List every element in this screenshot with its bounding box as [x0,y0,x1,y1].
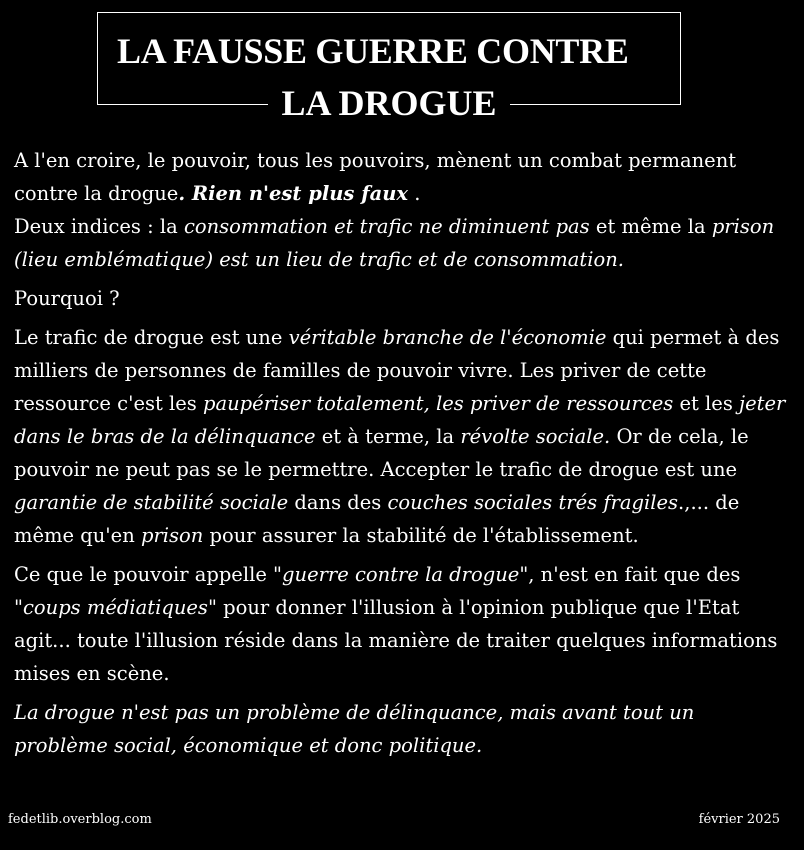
title-line-2: LA DROGUE [268,83,509,123]
text-run: Or de cela, le pouvoir ne peut pas se le permettre. Accepter le trafic de drogue est une [14,425,749,481]
text-run-italic: guerre contre la drogue [282,563,520,586]
text-run: Deux indices : la [14,215,184,238]
text-run-italic: jeter dans le bras de la délinquance [14,392,786,448]
text-run: Ce que le pouvoir appelle " [14,563,283,586]
text-run-italic: prison [140,524,204,547]
text-run-italic: prison (lieu emblématique) est un lieu de trafic et de consommation. [14,215,775,271]
text-run: qui permet à des milliers de personnes de familles de pouvoir vivre. Les priver de cette ressource c'est les [14,326,780,415]
title-line-2-wrap [98,83,680,123]
text-run: pour assurer la stabilité de l'établissement. [203,524,639,547]
paragraph-media [14,558,790,690]
text-run: . [408,182,421,205]
paragraph-question: Pourquoi ? [14,287,120,310]
title-box [97,12,681,123]
text-run: et les [673,392,740,415]
article-body [14,144,790,768]
text-run-bold-italic: . Rien n'est plus faux [178,182,409,205]
footer-source: fedetlib.overblog.com [8,812,152,827]
paragraph-economy [14,321,790,552]
text-run: ", n'est en fait que des " [14,563,741,619]
footer-date: février 2025 [698,812,780,827]
text-run-italic: coups médiatiques [22,596,208,619]
text-run-italic: garantie de stabilité sociale [14,491,289,514]
text-run-italic: couches sociales trés fragiles [387,491,679,514]
text-run-italic: paupériser totalement, les priver de ressources [203,392,674,415]
paragraph-intro [14,144,790,276]
text-run-italic: révolte sociale. [460,425,611,448]
text-run-italic: consommation et trafic ne diminuent pas [183,215,590,238]
text-run: et à terme, la [315,425,461,448]
text-run: dans des [288,491,388,514]
text-run-italic: véritable branche de l'économie [288,326,607,349]
text-run: " pour donner l'illusion à l'opinion publique que l'Etat agit... toute l'illusion réside dans la manière de traiter quelques informations mises en scène. [14,596,778,685]
title-line-1: LA FAUSSE GUERRE CONTRE [117,31,629,71]
paragraph-conclusion [14,696,790,762]
text-run-italic: La drogue n'est pas un problème de délinquance, mais avant tout un problème social, économique et donc politique. [14,701,695,757]
text-run: Le trafic de drogue est une [14,326,289,349]
text-run: .,... de même qu'en [14,491,740,547]
text-run: A l'en croire, le pouvoir, tous les pouvoirs, mènent un combat permanent contre la drogue [14,149,737,205]
text-run: et même la [589,215,712,238]
